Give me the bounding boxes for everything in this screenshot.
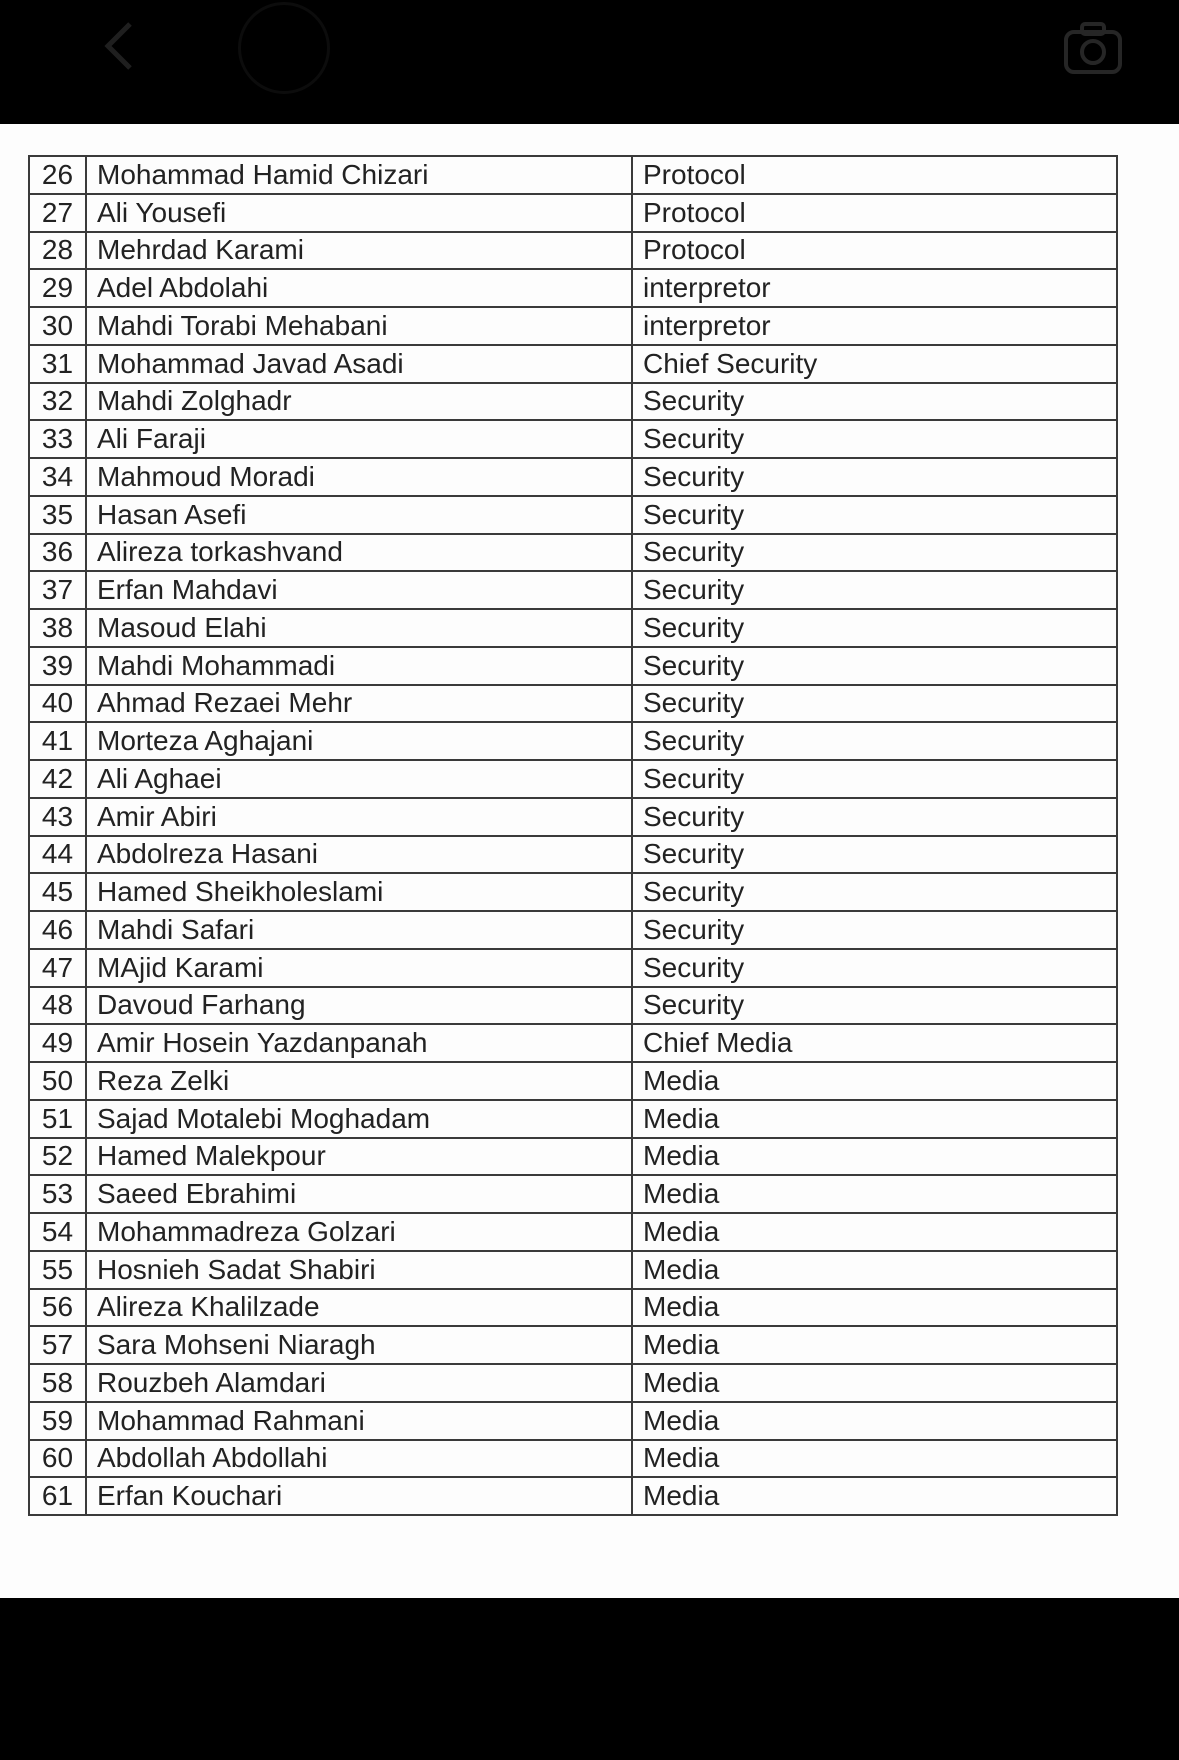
table-row	[29, 1062, 1117, 1100]
person-name: Alireza torkashvand	[86, 534, 632, 572]
person-role: Media	[632, 1326, 1117, 1364]
person-name: Mahdi Mohammadi	[86, 647, 632, 685]
person-name: Ali Faraji	[86, 420, 632, 458]
row-number: 45	[29, 873, 86, 911]
row-number: 58	[29, 1364, 86, 1402]
person-role: Security	[632, 949, 1117, 987]
table-row	[29, 1213, 1117, 1251]
person-name: Amir Hosein Yazdanpanah	[86, 1024, 632, 1062]
table-row	[29, 1477, 1117, 1515]
person-role: Protocol	[632, 156, 1117, 194]
person-name: Abdolreza Hasani	[86, 836, 632, 874]
table-row	[29, 1289, 1117, 1327]
person-role: interpretor	[632, 269, 1117, 307]
table-row	[29, 383, 1117, 421]
table-row	[29, 1364, 1117, 1402]
table-row	[29, 1251, 1117, 1289]
row-number: 31	[29, 345, 86, 383]
row-number: 55	[29, 1251, 86, 1289]
row-number: 61	[29, 1477, 86, 1515]
person-name: Morteza Aghajani	[86, 722, 632, 760]
row-number: 44	[29, 836, 86, 874]
person-name: Saeed Ebrahimi	[86, 1175, 632, 1213]
top-bar	[0, 0, 1179, 124]
person-role: Security	[632, 496, 1117, 534]
row-number: 30	[29, 307, 86, 345]
table-row	[29, 420, 1117, 458]
row-number: 34	[29, 458, 86, 496]
table-row	[29, 949, 1117, 987]
person-role: Protocol	[632, 194, 1117, 232]
person-name: Hamed Sheikholeslami	[86, 873, 632, 911]
table-row	[29, 987, 1117, 1025]
person-role: Security	[632, 760, 1117, 798]
person-name: Hosnieh Sadat Shabiri	[86, 1251, 632, 1289]
person-name: Ali Yousefi	[86, 194, 632, 232]
row-number: 41	[29, 722, 86, 760]
row-number: 54	[29, 1213, 86, 1251]
table-row	[29, 647, 1117, 685]
row-number: 47	[29, 949, 86, 987]
table-row	[29, 798, 1117, 836]
row-number: 33	[29, 420, 86, 458]
person-role: Security	[632, 987, 1117, 1025]
table-row	[29, 1138, 1117, 1176]
row-number: 43	[29, 798, 86, 836]
table-row	[29, 345, 1117, 383]
row-number: 40	[29, 685, 86, 723]
person-role: Media	[632, 1100, 1117, 1138]
person-name: Mohammad Hamid Chizari	[86, 156, 632, 194]
person-role: Security	[632, 798, 1117, 836]
person-name: Ahmad Rezaei Mehr	[86, 685, 632, 723]
row-number: 53	[29, 1175, 86, 1213]
person-role: Security	[632, 722, 1117, 760]
row-number: 57	[29, 1326, 86, 1364]
table-row	[29, 496, 1117, 534]
table-row	[29, 1402, 1117, 1440]
row-number: 60	[29, 1440, 86, 1478]
table-row	[29, 722, 1117, 760]
table-row	[29, 1100, 1117, 1138]
person-name: Abdollah Abdollahi	[86, 1440, 632, 1478]
person-name: Mehrdad Karami	[86, 232, 632, 270]
row-number: 50	[29, 1062, 86, 1100]
person-name: Mahdi Zolghadr	[86, 383, 632, 421]
person-name: Mahdi Safari	[86, 911, 632, 949]
person-name: Mohammad Javad Asadi	[86, 345, 632, 383]
table-row	[29, 458, 1117, 496]
roster-table	[28, 155, 1118, 1516]
row-number: 56	[29, 1289, 86, 1327]
table-row	[29, 571, 1117, 609]
table-row	[29, 1440, 1117, 1478]
table-row	[29, 873, 1117, 911]
table-row	[29, 307, 1117, 345]
person-role: Media	[632, 1477, 1117, 1515]
person-role: Security	[632, 609, 1117, 647]
row-number: 32	[29, 383, 86, 421]
row-number: 52	[29, 1138, 86, 1176]
person-name: Reza Zelki	[86, 1062, 632, 1100]
row-number: 37	[29, 571, 86, 609]
person-role: Security	[632, 571, 1117, 609]
table-row	[29, 1024, 1117, 1062]
person-role: Security	[632, 911, 1117, 949]
table-row	[29, 534, 1117, 572]
person-name: Hamed Malekpour	[86, 1138, 632, 1176]
table-row	[29, 685, 1117, 723]
table-row	[29, 269, 1117, 307]
table-row	[29, 1175, 1117, 1213]
table-row	[29, 156, 1117, 194]
person-role: Media	[632, 1289, 1117, 1327]
person-role: Media	[632, 1364, 1117, 1402]
person-role: Media	[632, 1062, 1117, 1100]
person-role: Security	[632, 383, 1117, 421]
row-number: 48	[29, 987, 86, 1025]
person-name: Davoud Farhang	[86, 987, 632, 1025]
row-number: 38	[29, 609, 86, 647]
person-name: Amir Abiri	[86, 798, 632, 836]
person-name: MAjid Karami	[86, 949, 632, 987]
person-name: Adel Abdolahi	[86, 269, 632, 307]
row-number: 46	[29, 911, 86, 949]
row-number: 49	[29, 1024, 86, 1062]
person-role: Media	[632, 1402, 1117, 1440]
row-number: 28	[29, 232, 86, 270]
person-name: Mohammad Rahmani	[86, 1402, 632, 1440]
person-name: Erfan Mahdavi	[86, 571, 632, 609]
person-name: Alireza Khalilzade	[86, 1289, 632, 1327]
table-row	[29, 911, 1117, 949]
person-name: Ali Aghaei	[86, 760, 632, 798]
roster-body	[29, 156, 1117, 1515]
table-row	[29, 836, 1117, 874]
row-number: 42	[29, 760, 86, 798]
person-role: Chief Media	[632, 1024, 1117, 1062]
person-role: Security	[632, 685, 1117, 723]
person-name: Hasan Asefi	[86, 496, 632, 534]
table-row	[29, 232, 1117, 270]
person-role: Media	[632, 1138, 1117, 1176]
table-row	[29, 1326, 1117, 1364]
table-row	[29, 194, 1117, 232]
person-name: Masoud Elahi	[86, 609, 632, 647]
person-role: Security	[632, 534, 1117, 572]
person-name: Mohammadreza Golzari	[86, 1213, 632, 1251]
row-number: 39	[29, 647, 86, 685]
person-role: Media	[632, 1440, 1117, 1478]
person-role: interpretor	[632, 307, 1117, 345]
person-name: Mahmoud Moradi	[86, 458, 632, 496]
person-name: Mahdi Torabi Mehabani	[86, 307, 632, 345]
bottom-bar	[0, 1598, 1179, 1760]
person-name: Rouzbeh Alamdari	[86, 1364, 632, 1402]
row-number: 27	[29, 194, 86, 232]
row-number: 59	[29, 1402, 86, 1440]
person-role: Media	[632, 1213, 1117, 1251]
person-name: Sajad Motalebi Moghadam	[86, 1100, 632, 1138]
person-role: Security	[632, 647, 1117, 685]
avatar[interactable]	[238, 2, 330, 94]
row-number: 26	[29, 156, 86, 194]
row-number: 36	[29, 534, 86, 572]
row-number: 51	[29, 1100, 86, 1138]
person-role: Security	[632, 458, 1117, 496]
row-number: 29	[29, 269, 86, 307]
person-role: Media	[632, 1251, 1117, 1289]
person-name: Sara Mohseni Niaragh	[86, 1326, 632, 1364]
person-role: Security	[632, 873, 1117, 911]
row-number: 35	[29, 496, 86, 534]
person-role: Media	[632, 1175, 1117, 1213]
table-row	[29, 609, 1117, 647]
person-role: Security	[632, 836, 1117, 874]
person-name: Erfan Kouchari	[86, 1477, 632, 1515]
camera-icon[interactable]	[1062, 18, 1124, 80]
back-arrow-icon[interactable]	[92, 18, 148, 74]
table-row	[29, 760, 1117, 798]
person-role: Security	[632, 420, 1117, 458]
person-role: Protocol	[632, 232, 1117, 270]
person-role: Chief Security	[632, 345, 1117, 383]
